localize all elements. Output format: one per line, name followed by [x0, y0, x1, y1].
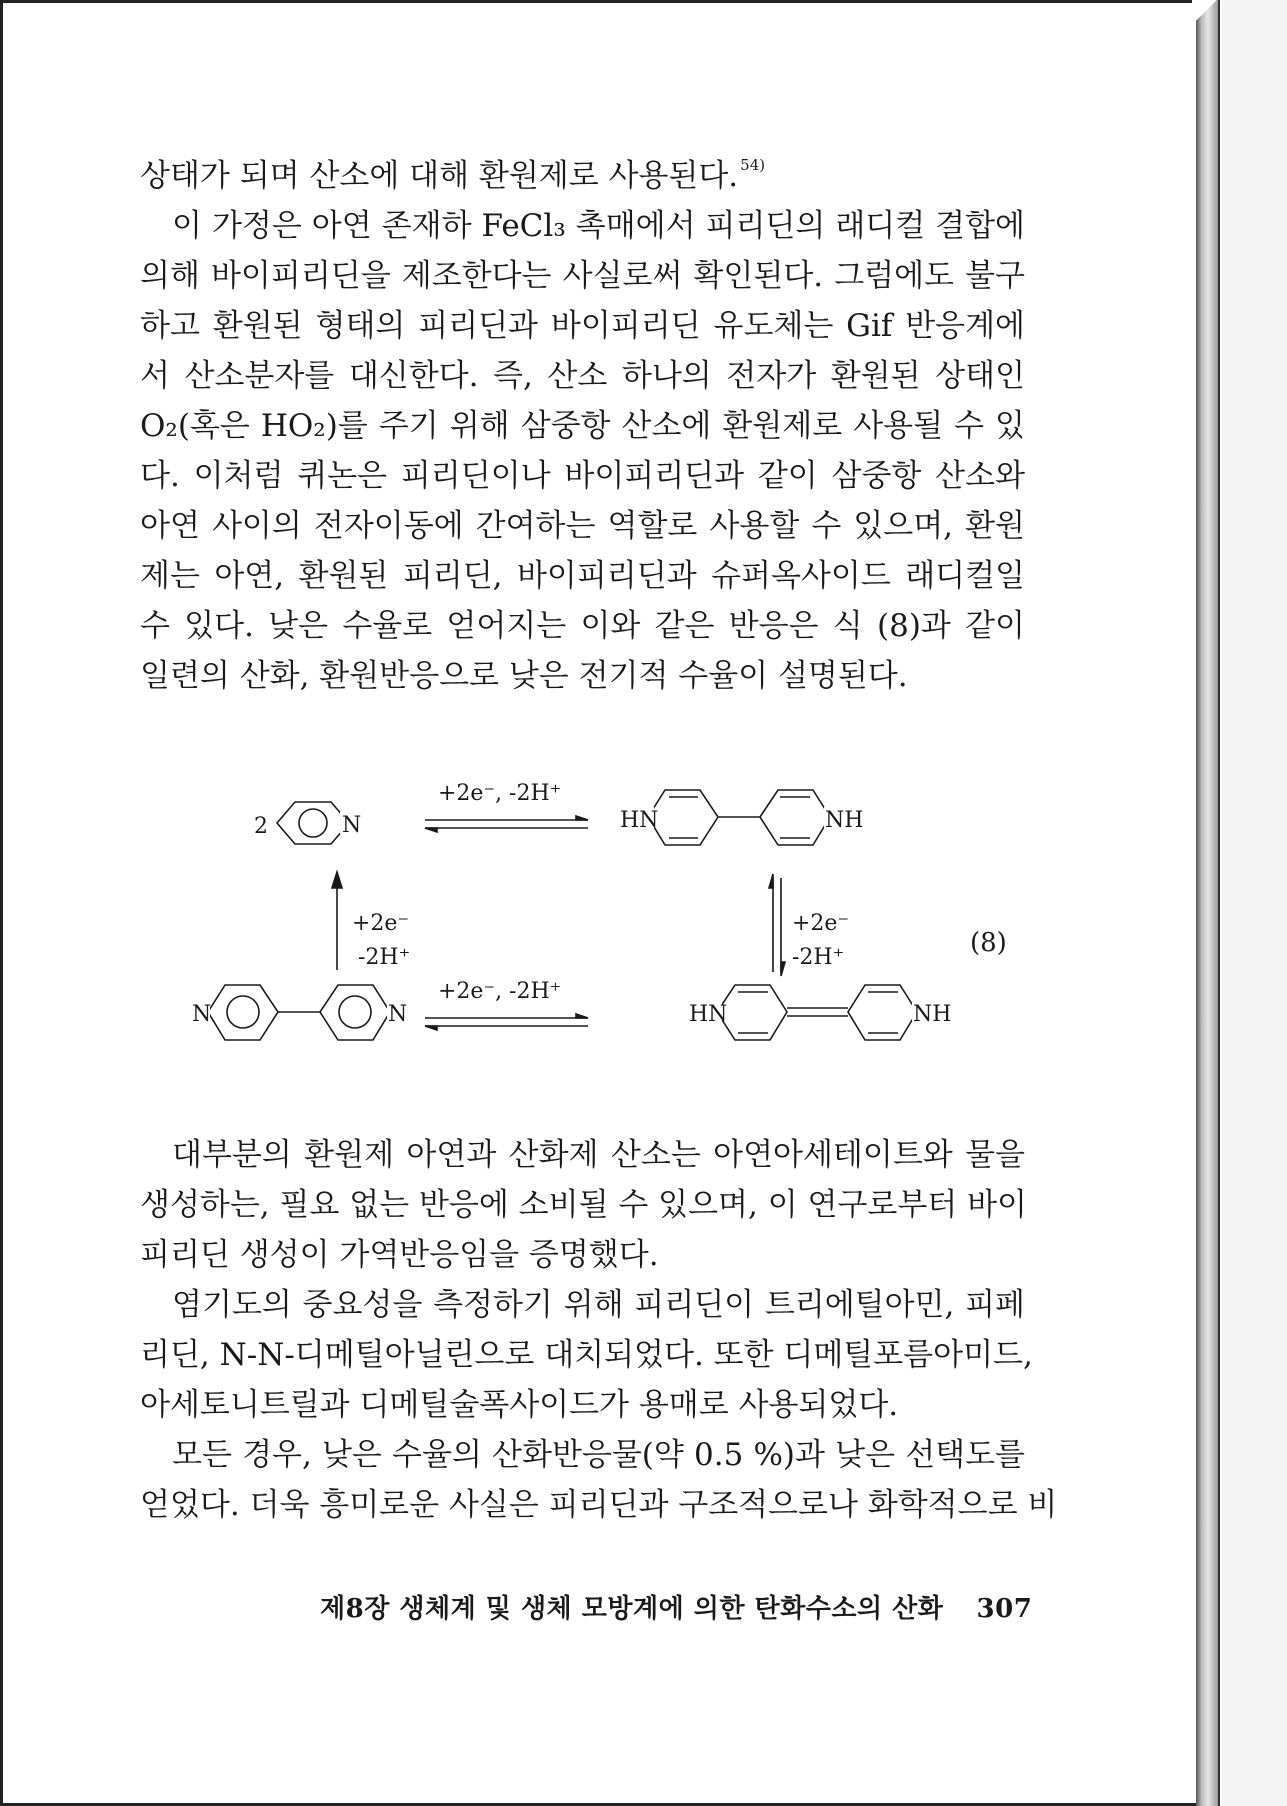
page-number: 307 [976, 1594, 1033, 1624]
top-equilibrium-arrow [425, 816, 588, 832]
atom-label-n: N [388, 1002, 408, 1027]
running-head: 제8장 생체계 및 생체 모방계에 의한 탄화수소의 산화 [320, 1594, 944, 1624]
text-line [140, 140, 1025, 201]
left-vertical-arrow [332, 872, 342, 970]
paragraph-1 [140, 140, 1025, 701]
text-line: 아연 사이의 전자이동에 간여하는 역할로 사용할 수 있으며, 환원 [140, 508, 1025, 544]
right-arrow-label-electrons: +2e⁻ [792, 911, 850, 936]
text-line: 모든 경우, 낮은 수율의 산화반응물(약 0.5 %)과 낮은 선택도를 [172, 1437, 1025, 1473]
text-line: 수 있다. 낮은 수율로 얻어지는 이와 같은 반응은 식 (8)과 같이 [140, 608, 1025, 644]
equation-number: (8) [970, 928, 1007, 958]
background-outside-page [1222, 0, 1287, 1806]
text-line: 대부분의 환원제 아연과 산화제 산소는 아연아세테이트와 물을 [172, 1137, 1025, 1173]
text-line: 생성하는, 필요 없는 반응에 소비될 수 있으며, 이 연구로부터 바이 [140, 1187, 1027, 1223]
text-line: 리딘, N-N-디메틸아닐린으로 대치되었다. 또한 디메틸포름아미드, [140, 1337, 1033, 1373]
bottom-equilibrium-arrow [425, 1014, 588, 1030]
pyridine-ring [277, 802, 349, 844]
paragraph-2 [140, 1130, 1025, 1280]
paragraph-3 [140, 1280, 1033, 1430]
running-footer [320, 1588, 1033, 1625]
text-line: 의해 바이피리딘을 제조한다는 사실로써 확인된다. 그럼에도 불구 [140, 258, 1025, 294]
reaction-scheme [180, 760, 1080, 1090]
text-line: 하고 환원된 형태의 피리딘과 바이피리딘 유도체는 Gif 반응계에 [140, 308, 1025, 344]
atom-label-n: N [342, 813, 362, 838]
atom-label-nh: NH [825, 808, 864, 833]
atom-label-n: N [192, 1002, 212, 1027]
stoichiometric-coefficient: 2 [254, 814, 268, 839]
bipyridine [208, 985, 390, 1040]
text-line: 이 가정은 아연 존재하 FeCl₃ 촉매에서 피리딘의 래디컬 결합에 [172, 208, 1025, 244]
text-line: 얻었다. 더욱 흥미로운 사실은 피리딘과 구조적으로나 화학적으로 비 [140, 1487, 1058, 1523]
page-edge [1196, 0, 1220, 1806]
text-line: 일련의 산화, 환원반응으로 낮은 전기적 수율이 설명된다. [140, 658, 908, 694]
footnote-reference: 54) [740, 156, 766, 174]
atom-label-hn: HN [689, 1002, 728, 1027]
top-arrow-label: +2e⁻, -2H⁺ [438, 781, 562, 806]
tetrahydro-bipyridine-top [648, 790, 830, 845]
text-line: 제는 아연, 환원된 피리딘, 바이피리딘과 슈퍼옥사이드 래디컬일 [140, 558, 1025, 594]
left-arrow-label-protons: -2H⁺ [358, 945, 411, 970]
text-line: 피리딘 생성이 가역반응임을 증명했다. [140, 1237, 659, 1273]
bottom-arrow-label: +2e⁻, -2H⁺ [438, 979, 562, 1004]
text-line: 다. 이처럼 퀴논은 피리딘이나 바이피리딘과 같이 삼중항 산소와 [140, 458, 1025, 494]
atom-label-hn: HN [620, 808, 659, 833]
text-line-content: 상태가 되며 산소에 대해 환원제로 사용된다. [140, 158, 739, 194]
text-line: 서 산소분자를 대신한다. 즉, 산소 하나의 전자가 환원된 상태인 [140, 358, 1025, 394]
left-arrow-label-electrons: +2e⁻ [352, 911, 410, 936]
atom-label-nh: NH [913, 1002, 952, 1027]
text-line: O₂(혹은 HO₂)를 주기 위해 삼중항 산소에 환원제로 사용될 수 있 [140, 408, 1025, 444]
right-arrow-label-protons: -2H⁺ [792, 945, 845, 970]
text-line: 아세토니트릴과 디메틸술폭사이드가 용매로 사용되었다. [140, 1387, 899, 1423]
right-vertical-arrows [769, 874, 785, 976]
text-line: 염기도의 중요성을 측정하기 위해 피리딘이 트리에틸아민, 피페 [172, 1287, 1025, 1323]
bipyridylidene [717, 985, 917, 1040]
paragraph-4 [140, 1430, 1058, 1530]
